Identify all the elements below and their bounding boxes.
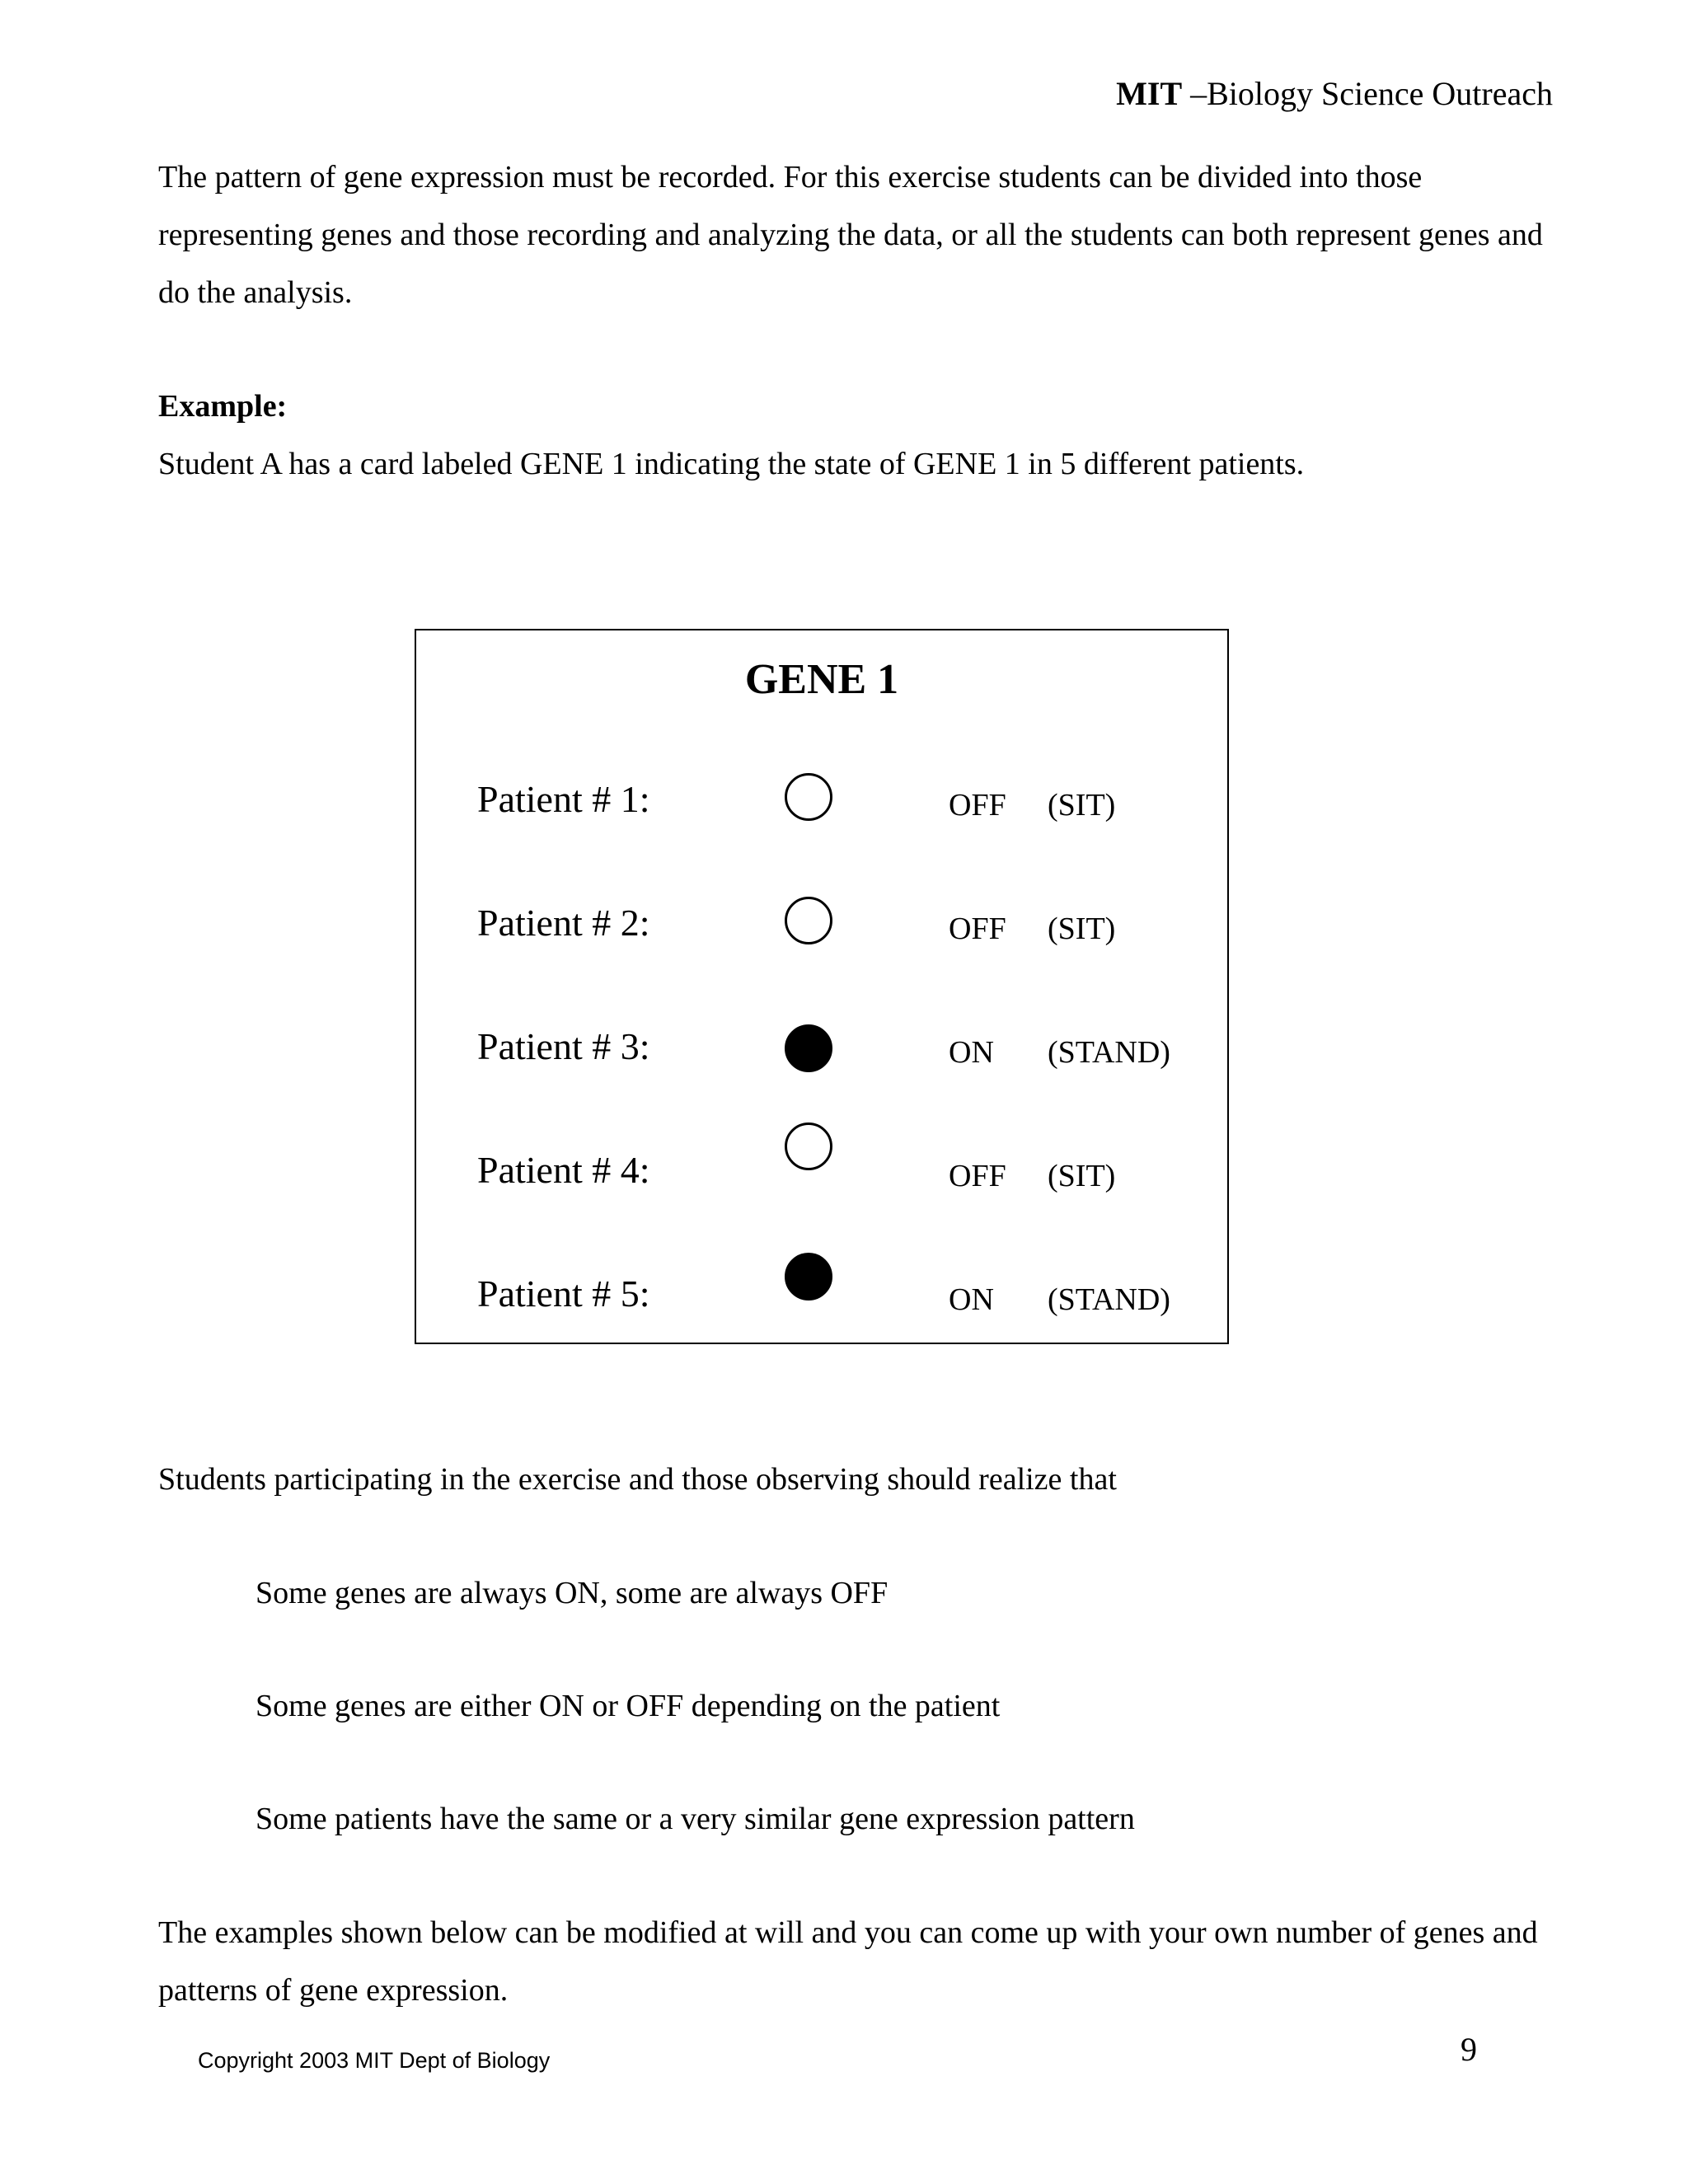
point-item: Some genes are either ON or OFF depending on the patient — [256, 1689, 1001, 1723]
expression-indicator — [785, 1024, 832, 1072]
gene-card — [415, 629, 1229, 1344]
patient-label: Patient # 2: — [477, 902, 650, 944]
expression-state: OFF — [949, 1159, 1006, 1193]
example-heading: Example: — [158, 389, 288, 424]
expression-action: (STAND) — [1048, 1282, 1170, 1317]
expression-state: ON — [949, 1282, 994, 1317]
page-number: 9 — [1461, 2031, 1477, 2068]
patient-label: Patient # 5: — [477, 1272, 650, 1315]
point-item: Some genes are always ON, some are always OFF — [256, 1576, 889, 1610]
footer-copyright: Copyright 2003 MIT Dept of Biology — [198, 2048, 551, 2073]
expression-action: (STAND) — [1048, 1035, 1170, 1070]
expression-action: (SIT) — [1048, 1159, 1116, 1193]
expression-indicator — [785, 773, 832, 821]
patient-row-5 — [416, 1257, 1227, 1331]
patient-row-2 — [416, 886, 1227, 960]
expression-indicator — [785, 1253, 832, 1301]
patient-row-4 — [416, 1133, 1227, 1207]
patient-row-3 — [416, 1010, 1227, 1084]
expression-action: (SIT) — [1048, 788, 1116, 823]
patient-label: Patient # 4: — [477, 1149, 650, 1191]
point-item: Some patients have the same or a very similar gene expression pattern — [256, 1802, 1135, 1836]
expression-indicator — [785, 897, 832, 944]
expression-state: ON — [949, 1035, 994, 1070]
patient-label: Patient # 1: — [477, 778, 650, 820]
expression-action: (SIT) — [1048, 912, 1116, 946]
expression-state: OFF — [949, 912, 1006, 946]
header-org: MIT — [1116, 75, 1183, 112]
intro-paragraph: The pattern of gene expression must be recorded. For this exercise students can be divided into those representing genes and those recording and analyzing the data, or all the students can both represent genes and do the analysis. — [158, 160, 1543, 310]
realize-intro: Students participating in the exercise and those observing should realize that — [158, 1462, 1117, 1497]
closing-paragraph: The examples shown below can be modified at will and you can come up with your own number of genes and patterns of gene expression. — [158, 1915, 1538, 2008]
expression-state: OFF — [949, 788, 1006, 823]
example-description: Student A has a card labeled GENE 1 indicating the state of GENE 1 in 5 different patients. — [158, 447, 1305, 481]
gene-card-title: GENE 1 — [744, 656, 899, 703]
expression-indicator — [785, 1122, 832, 1170]
header-dept: –Biology Science Outreach — [1190, 75, 1553, 112]
patient-row-1 — [416, 762, 1227, 837]
patient-label: Patient # 3: — [477, 1025, 650, 1067]
page-header — [1116, 74, 1553, 113]
